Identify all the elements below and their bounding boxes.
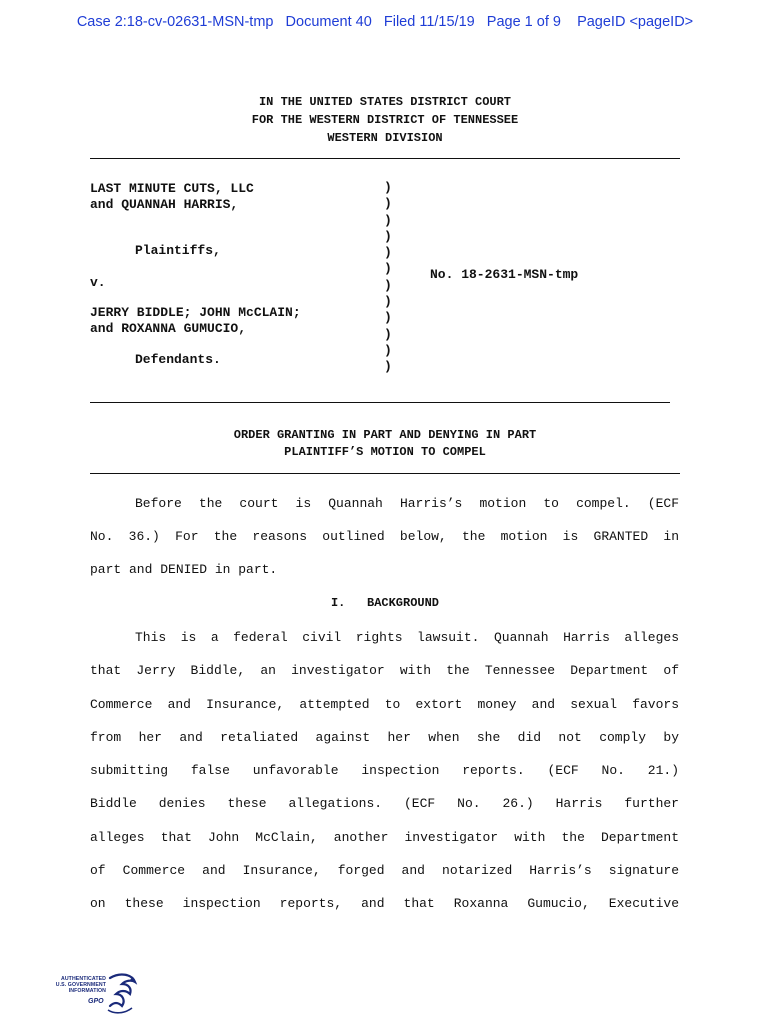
case-header: Case 2:18-cv-02631-MSN-tmp Document 40 Filed 11/15/19 Page 1 of 9 PageID <pageID>: [76, 14, 694, 30]
paren: ): [384, 342, 392, 358]
paragraph-line: that Jerry Biddle, an investigator with the Tennessee Department of: [90, 663, 679, 678]
paren: ): [384, 310, 392, 326]
paragraph-line: Biddle denies these allegations. (ECF No. 26.) Harris further: [90, 796, 679, 811]
paren: ): [384, 196, 392, 212]
plaintiffs-label: Plaintiffs,: [135, 243, 221, 258]
paren: ): [384, 359, 392, 375]
paren: ): [384, 180, 392, 195]
case-number: No. 18-2631-MSN-tmp: [430, 267, 579, 282]
seal-text-line: U.S. GOVERNMENT: [55, 982, 106, 988]
section-heading: I. BACKGROUND: [330, 596, 440, 610]
paren: ): [384, 212, 392, 228]
divider: [90, 473, 680, 474]
seal-text-line: INFORMATION: [68, 988, 106, 994]
paragraph-line: This is a federal civil rights lawsuit. Quannah Harris alleges: [135, 630, 679, 645]
divider: [90, 158, 680, 159]
paren: ): [384, 245, 392, 261]
paragraph-line: Before the court is Quannah Harris’s motion to compel. (ECF: [135, 496, 679, 511]
paragraph-line: alleges that John McClain, another investigator with the Department: [90, 830, 679, 845]
defendant-name-1: JERRY BIDDLE; JOHN McCLAIN;: [90, 305, 301, 320]
order-title-line-1: ORDER GRANTING IN PART AND DENYING IN PART: [233, 428, 537, 442]
paragraph-line: of Commerce and Insurance, forged and notarized Harris’s signature: [90, 863, 679, 878]
gpo-authentication-seal: [44, 972, 136, 1020]
court-name-line-1: IN THE UNITED STATES DISTRICT COURT: [258, 95, 512, 109]
order-title-line-2: PLAINTIFF’S MOTION TO COMPEL: [284, 445, 486, 459]
paren: ): [384, 228, 392, 244]
eagle-icon: [102, 972, 142, 1016]
plaintiff-name-2: and QUANNAH HARRIS,: [90, 197, 239, 212]
court-name-line-2: FOR THE WESTERN DISTRICT OF TENNESSEE: [251, 113, 519, 127]
court-division: WESTERN DIVISION: [327, 131, 443, 145]
paren: ): [384, 277, 392, 293]
paragraph-line: Commerce and Insurance, attempted to extort money and sexual favors: [90, 697, 679, 712]
paragraph-line: part and DENIED in part.: [90, 562, 278, 577]
divider: [90, 402, 670, 403]
paragraph-line: from her and retaliated against her when she did not comply by: [90, 730, 679, 745]
paragraph-line: No. 36.) For the reasons outlined below, the motion is GRANTED in: [90, 529, 679, 544]
paren: ): [384, 326, 392, 342]
defendant-name-2: and ROXANNA GUMUCIO,: [90, 321, 247, 336]
seal-abbr: GPO: [88, 998, 104, 1005]
caption-parentheses: [384, 180, 392, 376]
seal-text: [44, 976, 106, 994]
paragraph-line: submitting false unfavorable inspection reports. (ECF No. 21.): [90, 763, 679, 778]
paragraph-line: on these inspection reports, and that Roxanna Gumucio, Executive: [90, 896, 679, 911]
defendants-label: Defendants.: [135, 352, 221, 367]
paren: ): [384, 294, 392, 310]
versus: v.: [90, 275, 106, 290]
seal-text-line: AUTHENTICATED: [60, 976, 106, 982]
paren: ): [384, 261, 392, 277]
plaintiff-name-1: LAST MINUTE CUTS, LLC: [90, 181, 254, 196]
